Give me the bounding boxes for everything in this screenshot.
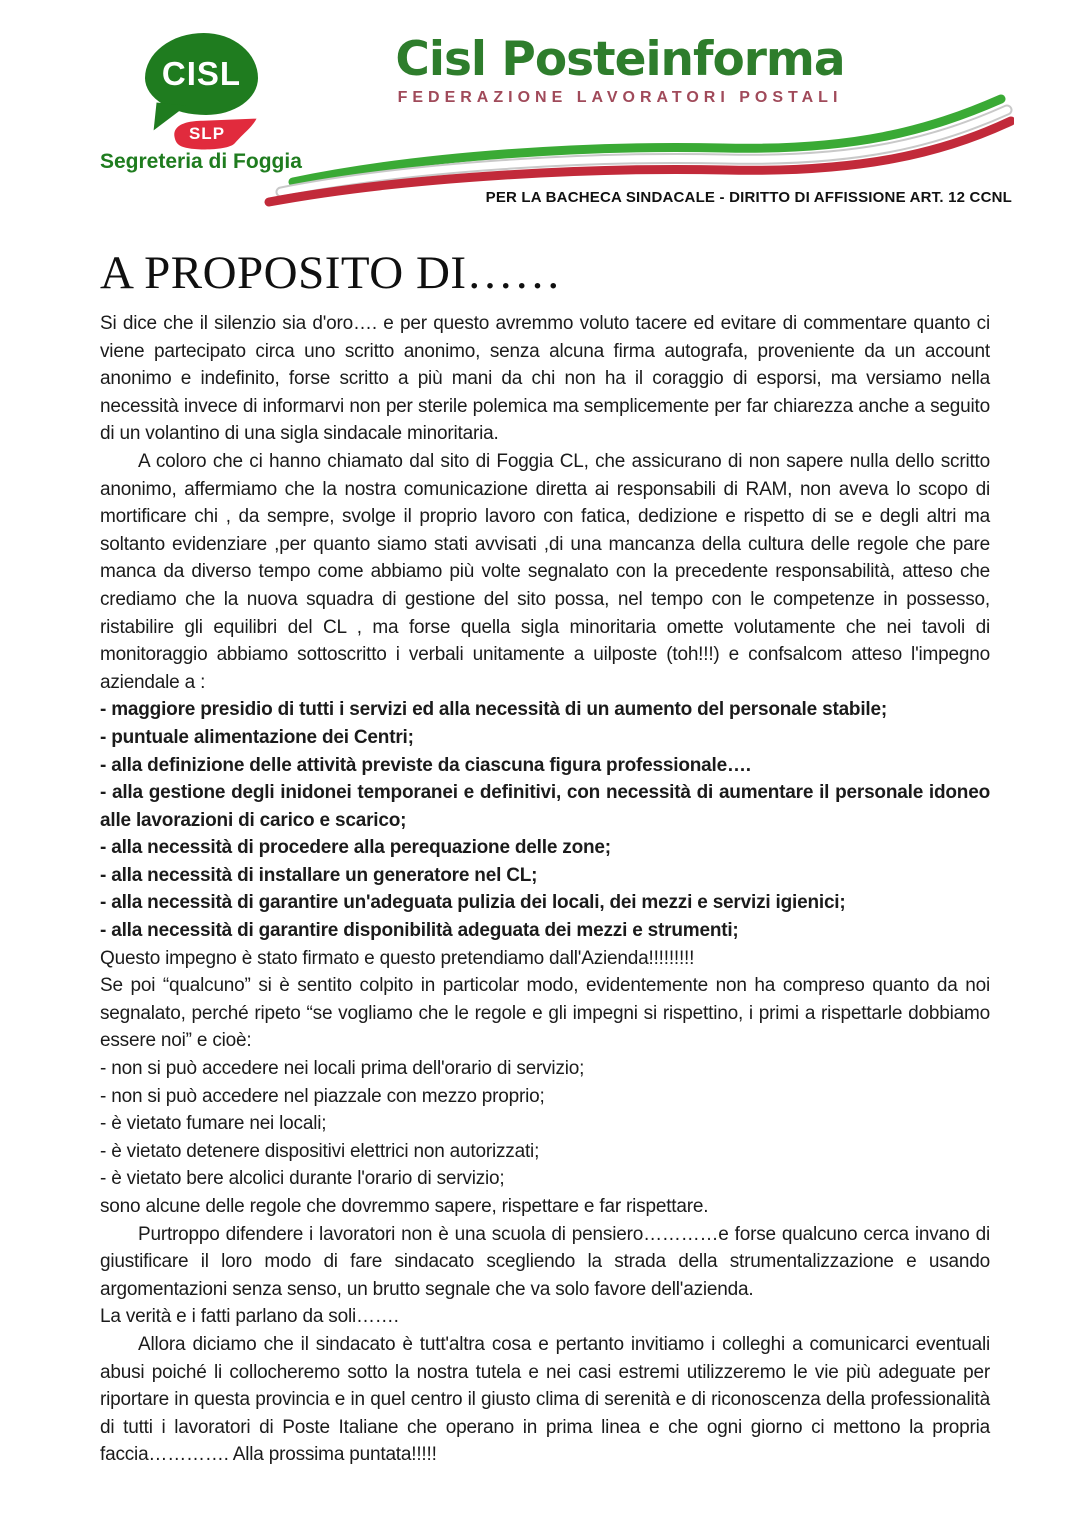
commitment-list-item: - alla gestione degli inidonei temporanei e definitivi, con necessità di aumentare il personale idoneo alle lavorazioni di carico e scarico;: [100, 782, 990, 831]
paragraph: - è vietato bere alcolici durante l'orario di servizio;: [100, 1168, 505, 1190]
paragraph: Questo impegno è stato firmato e questo pretendiamo dall'Azienda!!!!!!!!!: [100, 947, 695, 969]
paragraph: A coloro che ci hanno chiamato dal sito di Foggia CL, che assicurano di non sapere nulla dello scritto anonimo, affermiamo che la nostra comunicazione diretta ai responsabili di RAM, non aveva lo scopo di mortificare chi , da sempre, svolge il proprio lavoro con fatica, dedizione e rispetto di se e degli altri ma soltanto evidenziare ,per quanto siamo stati avvisati ,di una mancanza della cultura delle regole che pare manca da diverso tempo come abbiamo più volte segnalato con la precedente responsabilità, atteso che crediamo che la nuova squadra di gestione del sito possa, nel tempo con le competenze in possesso, ristabilire gli equilibri del CL , ma forse quella sigla minoritaria omette volutamente che nei tavoli di monitoraggio abbiamo sottoscritto i verbali unitamente a uilposte (toh!!!) e confsalcom atteso l'impegno aziendale a :: [100, 450, 990, 693]
logo-caption: Segreteria di Foggia: [100, 150, 302, 173]
commitment-list-item: - maggiore presidio di tutti i servizi ed alla necessità di un aumento del personale stabile;: [100, 699, 887, 721]
paragraph: Allora diciamo che il sindacato è tutt'altra cosa e pertanto invitiamo i colleghi a comunicarci eventuali abusi poiché li collocheremo sotto la nostra tutela e nei casi estremi utilizzeremo le vie più adeguate per riportare in questa provincia e in quel centro il giusto clima di serenità e di riconoscenza della professionalità di tutti i lavoratori di Poste Italiane che operano in prima linea e che ogni giorno ci mettono la propria faccia…………. Alla prossima puntata!!!!!: [100, 1333, 990, 1466]
commitment-list-item: - alla necessità di garantire un'adeguata pulizia dei locali, dei mezzi e servizi igienici;: [100, 892, 846, 914]
paragraph: - è vietato fumare nei locali;: [100, 1113, 327, 1135]
bulletin-header: [0, 0, 1080, 232]
commitment-list-item: - alla necessità di installare un generatore nel CL;: [100, 864, 538, 886]
commitment-list-item: - alla necessità di garantire disponibilità adeguata dei mezzi e strumenti;: [100, 920, 739, 942]
affixing-rights-notice: PER LA BACHECA SINDACALE - DIRITTO DI AFFISSIONE ART. 12 CCNL: [485, 189, 1012, 206]
paragraph: - non si può accedere nel piazzale con mezzo proprio;: [100, 1085, 545, 1107]
cisl-logo-text: CISL: [161, 55, 242, 92]
document-body: [100, 310, 990, 1469]
slp-badge-text: SLP: [188, 124, 226, 143]
paragraph: Si dice che il silenzio sia d'oro…. e per questo avremmo voluto tacere ed evitare di commentare quanto ci viene partecipato circa uno scritto anonimo, senza alcuna firma autografa, proveniente da un account anonimo e indefinito, forse scritto a più mani da chi non ha il coraggio di esporsi, ma versiamo nella necessità invece di informarvi non per sterile polemica ma semplicemente per far chiarezza anche a seguito di un volantino di una sigla sindacale minoritaria.: [100, 313, 990, 445]
paragraph: - non si può accedere nei locali prima dell'orario di servizio;: [100, 1058, 585, 1080]
paragraph: Se poi “qualcuno” si è sentito colpito in particolar modo, evidentemente non ha compreso quanto da noi segnalato, perché ripeto “se vogliamo che le regole e gli impegni si rispettino, i primi a rispettarle dobbiamo essere noi” e cioè:: [100, 975, 990, 1052]
paragraph: sono alcune delle regole che dovremmo sapere, rispettare e far rispettare.: [100, 1196, 709, 1217]
document-title: A PROPOSITO DI……: [100, 247, 562, 299]
document-content: [0, 232, 1080, 1469]
commitment-list-item: - alla definizione delle attività previste da ciascuna figura professionale….: [100, 754, 751, 776]
masthead-subtitle: FEDERAZIONE LAVORATORI POSTALI: [397, 89, 843, 106]
paragraph: Purtroppo difendere i lavoratori non è una scuola di pensiero…………e forse qualcuno cerca invano di giustificare il loro modo di fare sindacato scegliendo la strada della strumentalizzazione e usando argomentazioni senza senso, un brutto segnale che va solo favore dell'azienda.: [100, 1223, 990, 1300]
masthead-title: Cisl Posteinforma: [395, 32, 845, 87]
cisl-logo-icon: [145, 33, 258, 115]
paragraph: La verità e i fatti parlano da soli…….: [100, 1306, 399, 1328]
paragraph: - è vietato detenere dispositivi elettrici non autorizzati;: [100, 1140, 540, 1162]
commitment-list-item: - puntuale alimentazione dei Centri;: [100, 726, 414, 748]
commitment-list-item: - alla necessità di procedere alla perequazione delle zone;: [100, 837, 611, 859]
